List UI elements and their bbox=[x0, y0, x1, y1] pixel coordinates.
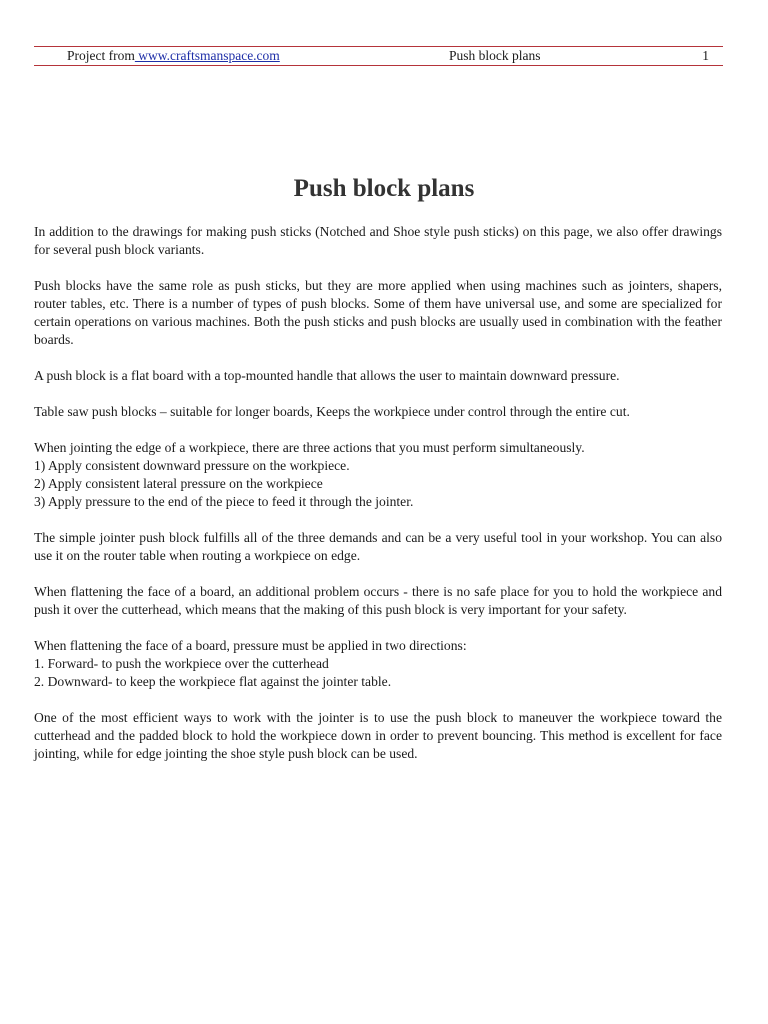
header-source bbox=[67, 47, 280, 65]
paragraph-simple-jointer: The simple jointer push block fulfills all of the three demands and can be a very useful tool in your workshop. You can also use it on the router table when routing a workpiece on edge. bbox=[34, 530, 722, 563]
paragraph-push-blocks-role: Push blocks have the same role as push sticks, but they are more applied when using machines such as jointers, shapers, router tables, etc. There is a number of types of push blocks. Some of them have universal use, and some are specialized for certain operations on various machines. Both the push sticks and push blocks are usually used in combination with the feather boards. bbox=[34, 278, 722, 347]
paragraph-table-saw: Table saw push blocks – suitable for longer boards, Keeps the workpiece under control through the entire cut. bbox=[34, 404, 630, 419]
jointing-actions-list bbox=[34, 439, 722, 511]
list-item: 2. Downward- to keep the workpiece flat against the jointer table. bbox=[34, 674, 392, 689]
paragraph-intro: In addition to the drawings for making push sticks (Notched and Shoe style push sticks) on this page, we also offer drawings for several push block variants. bbox=[34, 224, 722, 257]
paragraph-closing: One of the most efficient ways to work with the jointer is to use the push block to maneuver the workpiece toward the cutterhead and the padded block to hold the workpiece down in order to prevent bouncing. This method is excellent for face jointing, while for edge jointing the shoe style push block can be used. bbox=[34, 710, 722, 761]
list-item: 2) Apply consistent lateral pressure on the workpiece bbox=[34, 476, 323, 491]
list-item: 1) Apply consistent downward pressure on the workpiece. bbox=[34, 458, 350, 473]
header-doc-title: Push block plans bbox=[449, 48, 541, 63]
flattening-directions-list bbox=[34, 637, 722, 691]
list-item: 1. Forward- to push the workpiece over the cutterhead bbox=[34, 656, 329, 671]
list-item: 3) Apply pressure to the end of the piece to feed it through the jointer. bbox=[34, 494, 414, 509]
page-header bbox=[34, 46, 723, 66]
page-number: 1 bbox=[702, 48, 709, 63]
list-intro: When jointing the edge of a workpiece, there are three actions that you must perform simultaneously. bbox=[34, 440, 585, 455]
paragraph-flattening-problem: When flattening the face of a board, an additional problem occurs - there is no safe place for you to hold the workpiece and push it over the cutterhead, which means that the making of this push block is very important for your safety. bbox=[34, 584, 722, 617]
craftsmanspace-link[interactable]: www.craftsmanspace.com bbox=[134, 48, 280, 63]
paragraph-push-block-definition: A push block is a flat board with a top-mounted handle that allows the user to maintain downward pressure. bbox=[34, 368, 620, 383]
header-prefix: Project from bbox=[67, 48, 135, 63]
list-intro: When flattening the face of a board, pressure must be applied in two directions: bbox=[34, 638, 467, 653]
document-title: Push block plans bbox=[293, 175, 475, 202]
document-body bbox=[34, 223, 722, 781]
